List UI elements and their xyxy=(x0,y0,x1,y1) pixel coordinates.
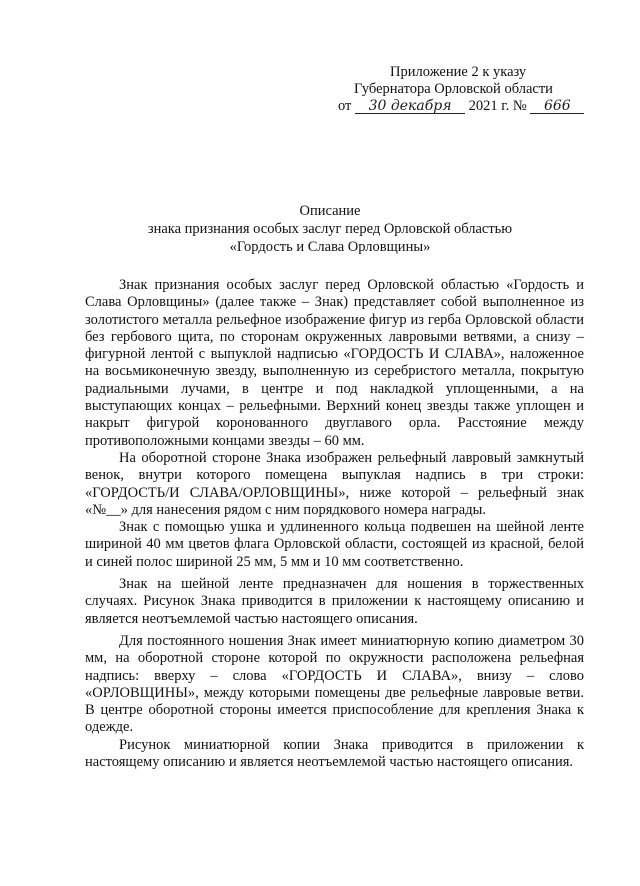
title-line-3: «Гордость и Слава Орловщины» xyxy=(229,239,431,255)
date-prefix: от xyxy=(338,98,352,114)
title-line-2: знака признания особых заслуг перед Орловской областью xyxy=(147,221,513,237)
paragraph: Знак с помощью ушка и удлиненного кольца подвешен на шейной ленте шириной 40 мм цветов флага Орловской области, состоящей из красной, белой и синей полос шириной 25 мм, 5 мм и 10 мм соответственно. xyxy=(85,519,584,570)
handwritten-date: 30 декабря xyxy=(368,98,452,114)
paragraph: На оборотной стороне Знака изображен рельефный лавровый замкнутый венок, внутри которого помещена выпуклая надпись в три строки: «ГОРДОСТЬ/И СЛАВА/ОРЛОВЩИНЫ», ниже которой – рельефный знак «№__» для нанесения рядом с ним порядкового номера награды. xyxy=(85,449,584,518)
appendix-line-1: Приложение 2 к указу xyxy=(390,64,527,80)
document-body xyxy=(85,277,584,771)
handwritten-number: 666 xyxy=(543,98,571,114)
number-field xyxy=(530,99,584,114)
paragraph: Рисунок миниатюрной копии Знака приводится в приложении к настоящему описанию и является неотъемлемой частью настоящего описания. xyxy=(85,736,584,771)
appendix-date-line xyxy=(338,98,578,115)
document-title xyxy=(90,202,570,256)
paragraph: Знак на шейной ленте предназначен для ношения в торжественных случаях. Рисунок Знака приводится в приложении к настоящему описанию и является неотъемлемой частью настоящего описания. xyxy=(85,576,584,627)
appendix-line-2: Губернатора Орловской области xyxy=(354,81,553,97)
year-and-number-label: 2021 г. № xyxy=(468,98,527,114)
title-line-1: Описание xyxy=(299,203,361,219)
date-field xyxy=(355,99,465,114)
appendix-header xyxy=(338,64,578,115)
paragraph: Знак признания особых заслуг перед Орловской областью «Гордость и Слава Орловщины» (далее также – Знак) представляет собой выполненное из золотистого металла рельефное изображение фигур из герба Орловской области без гербового щита, по сторонам окруженных лавровыми ветвями, а снизу – фигурной лентой с выпуклой надписью «ГОРДОСТЬ И СЛАВА», наложенное на восьмиконечную звезду, выполненную из серебристого металла, покрытую радиальными лучами, в центре и под накладкой уплощенными, а на выступающих концах – рельефными. Верхний конец звезды также уплощен и накрыт фигурой коронованного двуглавого орла. Расстояние между противоположными концами звезды – 60 мм. xyxy=(85,277,584,449)
paragraph: Для постоянного ношения Знак имеет миниатюрную копию диаметром 30 мм, на оборотной стороне которой по окружности расположена рельефная надпись: вверху – слова «ГОРДОСТЬ И СЛАВА», внизу – слово «ОРЛОВЩИНЫ», между которыми помещены две рельефные лавровые ветви. В центре оборотной стороны имеется приспособление для крепления Знака к одежде. xyxy=(85,632,584,736)
